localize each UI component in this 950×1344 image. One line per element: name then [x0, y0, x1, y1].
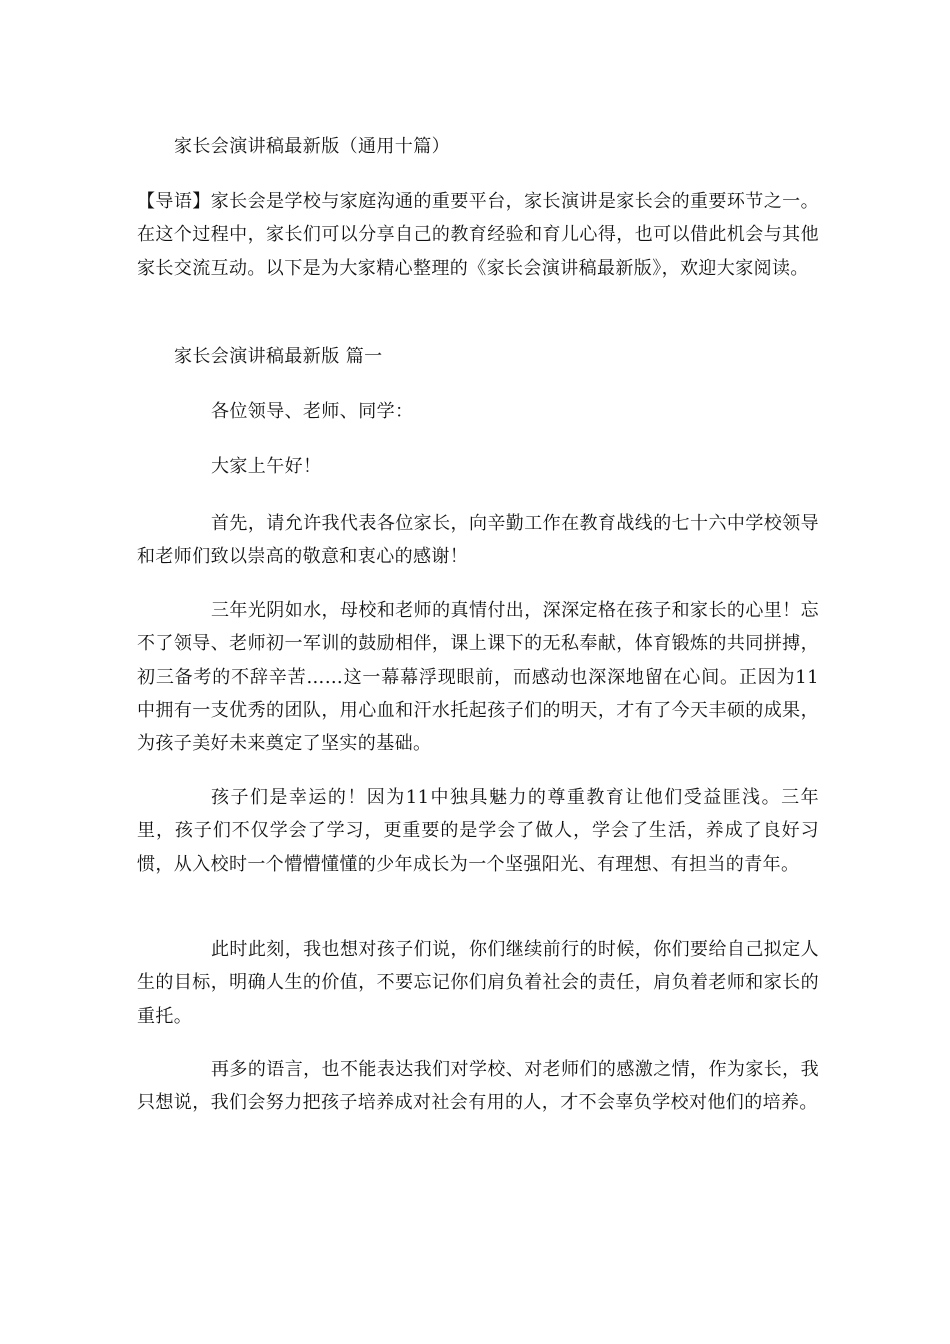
body-paragraph-1: [137, 507, 819, 574]
paragraph-text: 首先，请允许我代表各位家长，向辛勤工作在教育战线的七十六中学校领导和老师们致以崇高的敬意和衷心的感谢！: [137, 513, 819, 568]
body-paragraph-4: [137, 933, 819, 1033]
paragraph-text: 此时此刻，我也想对孩子们说，你们继续前行的时候，你们要给自己拟定人生的目标，明确人生的价值，不要忘记你们肩负着社会的责任，肩负着老师和家长的重托。: [137, 939, 819, 1027]
paragraph-text: 三年光阴如水，母校和老师的真情付出，深深定格在孩子和家长的心里！忘不了领导、老师初一军训的鼓励相伴，课上课下的无私奉献，体育锻炼的共同拼搏，初三备考的不辞辛苦……这一幕幕浮现眼前，而感动也深深地留在心间。正因为11中拥有一支优秀的团队，用心血和汗水托起孩子们的明天，才有了今天丰硕的成果，为孩子美好未来奠定了坚实的基础。: [137, 600, 819, 755]
intro-paragraph: [137, 185, 819, 285]
paragraph-text: 再多的语言，也不能表达我们对学校、对老师们的感激之情，作为家长，我只想说，我们会努力把孩子培养成对社会有用的人，才不会辜负学校对他们的培养。: [137, 1059, 819, 1114]
document-title: 家长会演讲稿最新版（通用十篇）: [174, 136, 450, 157]
body-paragraph-3: [137, 781, 819, 881]
intro-text: 【导语】家长会是学校与家庭沟通的重要平台，家长演讲是家长会的重要环节之一。在这个过程中，家长们可以分享自己的教育经验和育儿心得，也可以借此机会与其他家长交流互动。以下是为大家精心整理的《家长会演讲稿最新版》，欢迎大家阅读。: [137, 191, 819, 279]
greeting: 大家上午好！: [211, 456, 322, 477]
section-heading: 家长会演讲稿最新版 篇一: [174, 346, 383, 367]
body-paragraph-5: [137, 1053, 819, 1120]
body-paragraph-2: [137, 594, 819, 760]
paragraph-text: 孩子们是幸运的！因为11中独具魅力的尊重教育让他们受益匪浅。三年里，孩子们不仅学会了学习，更重要的是学会了做人，学会了生活，养成了良好习惯，从入校时一个懵懵懂懂的少年成长为一个坚强阳光、有理想、有担当的青年。: [137, 787, 819, 875]
salutation: 各位领导、老师、同学：: [211, 401, 414, 422]
